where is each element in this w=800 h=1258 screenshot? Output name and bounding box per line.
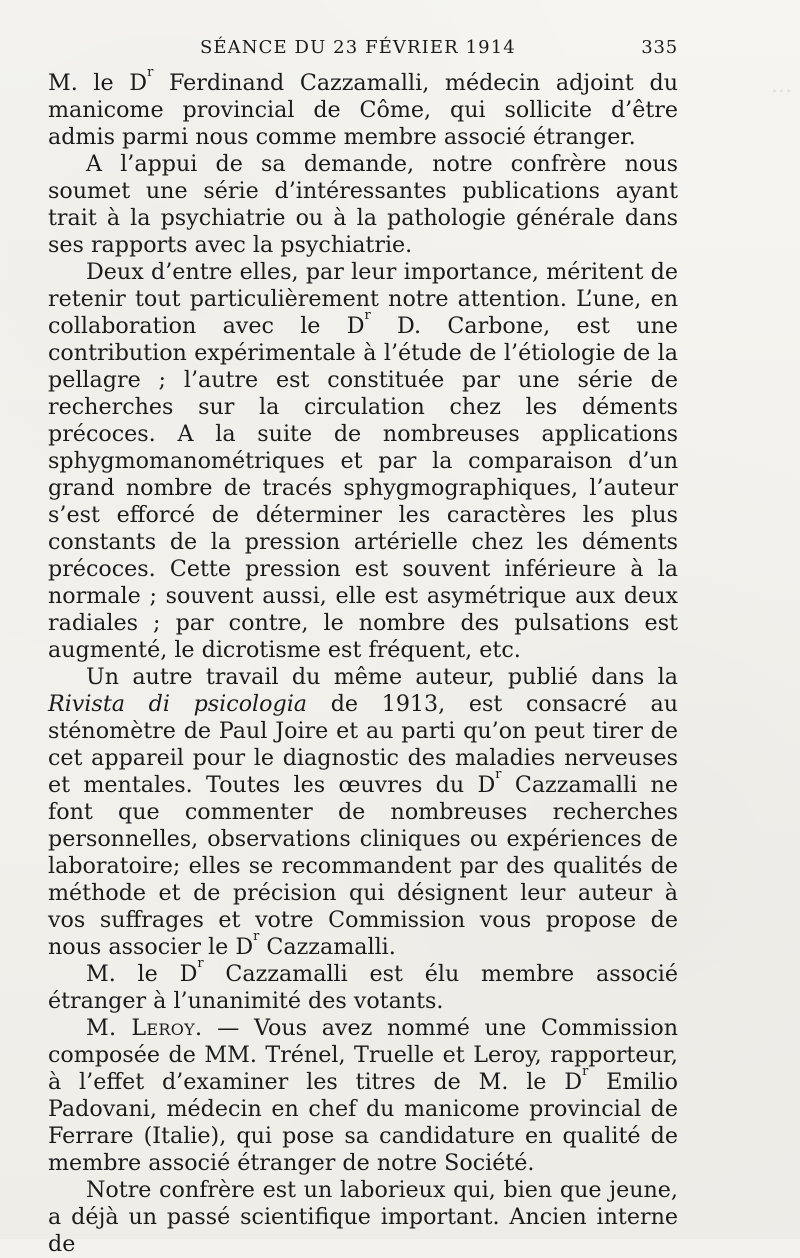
show-through-text: ... — [771, 73, 792, 98]
doctor-abbrev-sup: r — [582, 1063, 589, 1079]
paragraph-5-start: M. le D — [86, 961, 198, 987]
doctor-abbrev-sup: r — [197, 955, 204, 971]
paragraph-4-middle: de 1913, est consacré au sténomètre de Paul Joire et au parti qu’on peut tirer de cet appareil pour le diagnostic des maladies nerveuses et mentales. Toutes les œuvres du D — [48, 691, 679, 798]
paragraph-1 — [48, 64, 678, 151]
paragraph-6-start: — Vous avez nommé une Commission composée de MM. Trénel, Truelle et Leroy, rapporteur, à l’effet d’examiner les titres de M. le D — [48, 1015, 678, 1095]
doctor-abbrev-sup: r — [364, 307, 371, 323]
page-header — [48, 37, 678, 61]
speaker-name: M. Leroy. — [86, 1015, 203, 1041]
main-text — [48, 64, 679, 1258]
doctor-abbrev-sup: r — [253, 928, 260, 944]
doctor-abbrev-sup: r — [495, 766, 502, 782]
running-head: SÉANCE DU 23 FÉVRIER 1914 — [200, 37, 516, 58]
paragraph-4 — [48, 664, 678, 961]
paragraph-4-end: Cazzamalli. — [259, 934, 396, 960]
paragraph-3 — [48, 259, 678, 664]
journal-title: Rivista di psicologia — [48, 691, 308, 717]
paragraph-6 — [48, 1015, 678, 1177]
paragraph-5-end: Cazzamalli est élu membre associé étranger à l’unanimité des votants. — [48, 961, 678, 1014]
paragraph-3-end: D. Carbone, est une contribution expérimentale à l’étude de l’étiologie de la pellagre ; l’autre est constituée par une série de recherches sur la circulation chez les déments précoces. A la suite de nombreuses applications sphygmomanométriques et par la comparaison d’un grand nombre de tracés sphygmographiques, l’auteur s’est efforcé de déterminer les caractères les plus constants de la pression artérielle chez les déments précoces. Cette pression est souvent inférieure à la normale ; souvent aussi, elle est asymétrique aux deux radiales ; par contre, le nombre des pulsations est augmenté, le dicrotisme est fréquent, etc. — [48, 313, 678, 663]
paragraph-4-start: Un autre travail du même auteur, publié dans la — [86, 664, 678, 690]
paragraph-4-continuation: Cazzamalli ne font que commenter de nombreuses recherches personnelles, observations cliniques ou expériences de laboratoire; elles se recommandent par des qualités de méthode et de précision qui désignent leur auteur à vos suffrages et votre Commission vous propose de nous associer le D — [48, 772, 678, 960]
paragraph-5 — [48, 955, 678, 1015]
paragraph-7: Notre confrère est un laborieux qui, bien que jeune, a déjà un passé scientifique important. Ancien interne de — [48, 1177, 678, 1257]
paragraph-1-end: Ferdinand Cazzamalli, médecin adjoint du manicome provincial de Côme, qui sollicite d’être admis parmi nous comme membre associé étranger. — [48, 70, 678, 150]
page-number: 335 — [641, 37, 678, 58]
doctor-abbrev-sup: r — [147, 64, 154, 80]
paragraph-3-start: Deux d’entre elles, par leur importance, méritent de retenir tout particulièrement notre attention. L’une, en collaboration avec le D — [48, 259, 678, 339]
paragraph-1-start: M. le D — [48, 70, 148, 96]
paragraph-2: A l’appui de sa demande, notre confrère nous soumet une série d’intéressantes publications ayant trait à la psychiatrie ou à la pathologie générale dans ses rapports avec la psychiatrie. — [48, 151, 678, 258]
paragraph-6-end: Emilio Padovani, médecin en chef du manicome provincial de Ferrare (Italie), qui pose sa candidature en qualité de membre associé étranger de notre Société. — [48, 1069, 678, 1176]
